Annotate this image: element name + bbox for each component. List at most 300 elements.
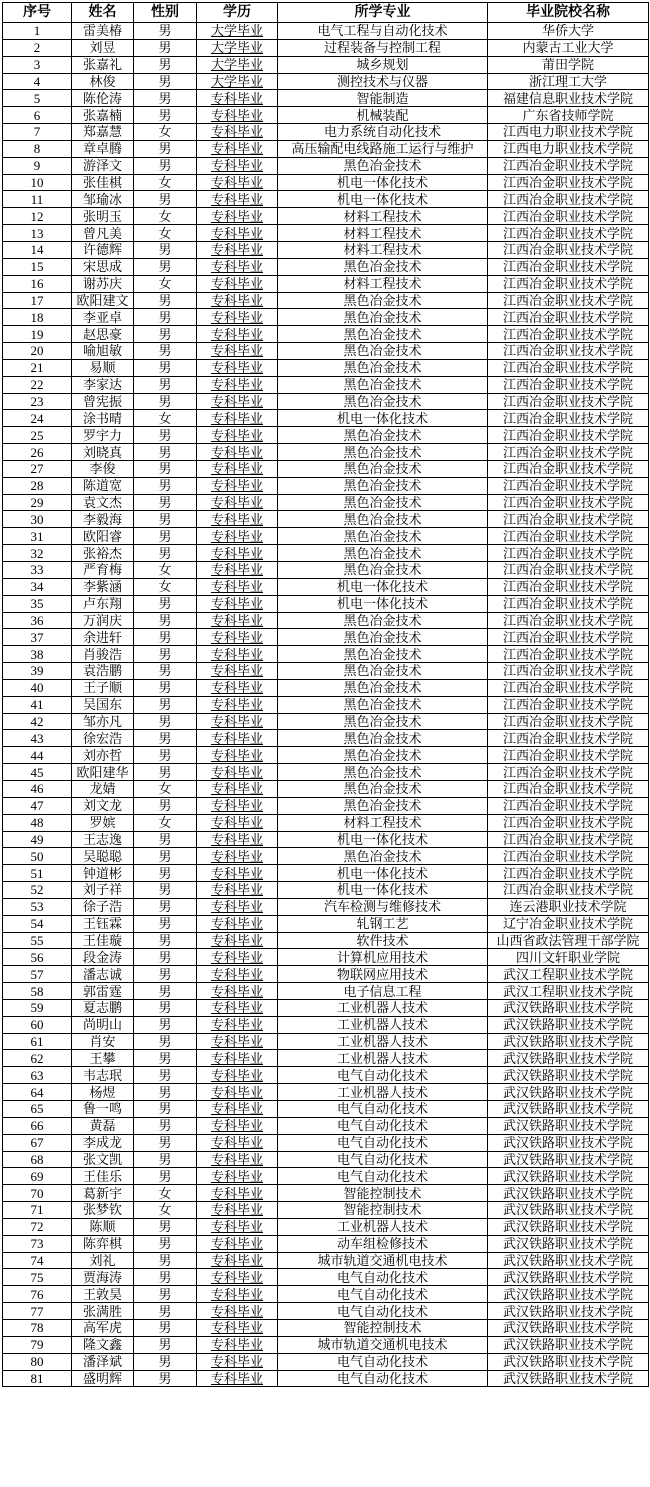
table-row xyxy=(3,107,649,124)
cell-index: 76 xyxy=(3,1286,72,1303)
cell-name: 赵思豪 xyxy=(72,326,134,343)
cell-major: 轧钢工艺 xyxy=(278,915,488,932)
cell-gender: 男 xyxy=(134,730,197,747)
cell-name: 郑嘉慧 xyxy=(72,124,134,141)
cell-education: 专科毕业 xyxy=(197,562,278,579)
cell-gender: 男 xyxy=(134,309,197,326)
cell-index: 80 xyxy=(3,1353,72,1370)
table-row xyxy=(3,1269,649,1286)
cell-gender: 女 xyxy=(134,780,197,797)
cell-school: 江西冶金职业技术学院 xyxy=(488,646,649,663)
cell-school: 武汉铁路职业技术学院 xyxy=(488,1033,649,1050)
table-row xyxy=(3,1336,649,1353)
cell-gender: 男 xyxy=(134,646,197,663)
cell-education: 专科毕业 xyxy=(197,1050,278,1067)
cell-name: 吴聪聪 xyxy=(72,848,134,865)
cell-index: 13 xyxy=(3,225,72,242)
cell-gender: 男 xyxy=(134,949,197,966)
cell-school: 江西冶金职业技术学院 xyxy=(488,343,649,360)
cell-index: 47 xyxy=(3,797,72,814)
table-row xyxy=(3,595,649,612)
cell-gender: 男 xyxy=(134,1050,197,1067)
cell-major: 机电一体化技术 xyxy=(278,882,488,899)
cell-major: 黑色冶金技术 xyxy=(278,444,488,461)
cell-school: 武汉铁路职业技术学院 xyxy=(488,1084,649,1101)
cell-education: 专科毕业 xyxy=(197,1151,278,1168)
cell-school: 武汉铁路职业技术学院 xyxy=(488,1235,649,1252)
cell-name: 韦志珉 xyxy=(72,1067,134,1084)
cell-education: 专科毕业 xyxy=(197,814,278,831)
table-row xyxy=(3,1370,649,1387)
cell-name: 张文凯 xyxy=(72,1151,134,1168)
cell-major: 黑色冶金技术 xyxy=(278,797,488,814)
cell-name: 易顺 xyxy=(72,359,134,376)
cell-index: 72 xyxy=(3,1218,72,1235)
cell-gender: 男 xyxy=(134,1084,197,1101)
cell-index: 69 xyxy=(3,1168,72,1185)
cell-education: 专科毕业 xyxy=(197,612,278,629)
cell-school: 武汉铁路职业技术学院 xyxy=(488,1353,649,1370)
cell-name: 夏志鹏 xyxy=(72,999,134,1016)
cell-gender: 女 xyxy=(134,174,197,191)
cell-index: 25 xyxy=(3,427,72,444)
cell-major: 电气自动化技术 xyxy=(278,1286,488,1303)
cell-school: 武汉铁路职业技术学院 xyxy=(488,1269,649,1286)
cell-gender: 男 xyxy=(134,848,197,865)
cell-education: 专科毕业 xyxy=(197,595,278,612)
table-row xyxy=(3,966,649,983)
cell-school: 浙江理工大学 xyxy=(488,73,649,90)
table-row xyxy=(3,612,649,629)
cell-school: 江西冶金职业技术学院 xyxy=(488,528,649,545)
table-row xyxy=(3,1033,649,1050)
cell-index: 71 xyxy=(3,1202,72,1219)
cell-school: 辽宁冶金职业技术学院 xyxy=(488,915,649,932)
cell-index: 6 xyxy=(3,107,72,124)
cell-major: 工业机器人技术 xyxy=(278,999,488,1016)
cell-index: 16 xyxy=(3,275,72,292)
cell-major: 材料工程技术 xyxy=(278,814,488,831)
cell-name: 张佳棋 xyxy=(72,174,134,191)
cell-gender: 男 xyxy=(134,460,197,477)
cell-name: 严育梅 xyxy=(72,562,134,579)
cell-major: 黑色冶金技术 xyxy=(278,376,488,393)
cell-gender: 女 xyxy=(134,1202,197,1219)
cell-name: 郭雷霆 xyxy=(72,983,134,1000)
table-row xyxy=(3,460,649,477)
cell-education: 专科毕业 xyxy=(197,1084,278,1101)
cell-education: 专科毕业 xyxy=(197,124,278,141)
cell-education: 专科毕业 xyxy=(197,1336,278,1353)
cell-school: 武汉铁路职业技术学院 xyxy=(488,1117,649,1134)
cell-education: 专科毕业 xyxy=(197,730,278,747)
cell-gender: 男 xyxy=(134,898,197,915)
cell-school: 连云港职业技术学院 xyxy=(488,898,649,915)
cell-school: 华侨大学 xyxy=(488,23,649,40)
cell-gender: 男 xyxy=(134,932,197,949)
cell-index: 40 xyxy=(3,679,72,696)
cell-major: 过程装备与控制工程 xyxy=(278,39,488,56)
cell-name: 李亚卓 xyxy=(72,309,134,326)
table-row xyxy=(3,562,649,579)
cell-name: 吴国东 xyxy=(72,696,134,713)
header-row xyxy=(3,3,649,23)
table-row xyxy=(3,157,649,174)
cell-education: 专科毕业 xyxy=(197,1303,278,1320)
cell-index: 38 xyxy=(3,646,72,663)
cell-school: 江西冶金职业技术学院 xyxy=(488,359,649,376)
table-row xyxy=(3,1050,649,1067)
cell-major: 机械装配 xyxy=(278,107,488,124)
cell-major: 黑色冶金技术 xyxy=(278,848,488,865)
table-row xyxy=(3,376,649,393)
cell-education: 专科毕业 xyxy=(197,764,278,781)
cell-gender: 男 xyxy=(134,831,197,848)
cell-gender: 男 xyxy=(134,1370,197,1387)
cell-education: 专科毕业 xyxy=(197,983,278,1000)
cell-name: 刘晓真 xyxy=(72,444,134,461)
table-row xyxy=(3,1134,649,1151)
cell-index: 19 xyxy=(3,326,72,343)
cell-name: 王佳璇 xyxy=(72,932,134,949)
table-row xyxy=(3,1101,649,1118)
table-row xyxy=(3,898,649,915)
cell-major: 黑色冶金技术 xyxy=(278,713,488,730)
table-row xyxy=(3,999,649,1016)
cell-major: 黑色冶金技术 xyxy=(278,663,488,680)
cell-gender: 男 xyxy=(134,292,197,309)
cell-education: 专科毕业 xyxy=(197,865,278,882)
cell-school: 广东省技师学院 xyxy=(488,107,649,124)
cell-index: 77 xyxy=(3,1303,72,1320)
cell-major: 黑色冶金技术 xyxy=(278,309,488,326)
cell-gender: 女 xyxy=(134,562,197,579)
cell-name: 李家达 xyxy=(72,376,134,393)
cell-education: 专科毕业 xyxy=(197,1252,278,1269)
table-row xyxy=(3,848,649,865)
cell-education: 专科毕业 xyxy=(197,107,278,124)
cell-gender: 男 xyxy=(134,696,197,713)
table-row xyxy=(3,663,649,680)
cell-major: 黑色冶金技术 xyxy=(278,460,488,477)
cell-school: 武汉铁路职业技术学院 xyxy=(488,1319,649,1336)
table-row xyxy=(3,90,649,107)
cell-gender: 男 xyxy=(134,494,197,511)
cell-name: 葛新宇 xyxy=(72,1185,134,1202)
cell-school: 四川文轩职业学院 xyxy=(488,949,649,966)
graduate-roster-table xyxy=(2,2,649,1387)
cell-major: 高压输配电线路施工运行与维护 xyxy=(278,140,488,157)
cell-school: 江西冶金职业技术学院 xyxy=(488,477,649,494)
cell-name: 宋思成 xyxy=(72,258,134,275)
cell-education: 专科毕业 xyxy=(197,326,278,343)
cell-gender: 男 xyxy=(134,1134,197,1151)
cell-name: 刘文龙 xyxy=(72,797,134,814)
table-row xyxy=(3,23,649,40)
cell-school: 江西冶金职业技术学院 xyxy=(488,191,649,208)
cell-education: 专科毕业 xyxy=(197,427,278,444)
cell-major: 工业机器人技术 xyxy=(278,1016,488,1033)
cell-index: 3 xyxy=(3,56,72,73)
cell-major: 电气工程与自动化技术 xyxy=(278,23,488,40)
cell-major: 软件技术 xyxy=(278,932,488,949)
table-row xyxy=(3,444,649,461)
cell-index: 64 xyxy=(3,1084,72,1101)
cell-major: 黑色冶金技术 xyxy=(278,764,488,781)
cell-name: 余进轩 xyxy=(72,629,134,646)
cell-index: 9 xyxy=(3,157,72,174)
cell-school: 江西冶金职业技术学院 xyxy=(488,679,649,696)
table-row xyxy=(3,814,649,831)
cell-name: 刘子祥 xyxy=(72,882,134,899)
cell-index: 10 xyxy=(3,174,72,191)
cell-index: 74 xyxy=(3,1252,72,1269)
cell-gender: 男 xyxy=(134,595,197,612)
cell-name: 肖骏浩 xyxy=(72,646,134,663)
cell-gender: 女 xyxy=(134,578,197,595)
cell-education: 专科毕业 xyxy=(197,477,278,494)
cell-school: 江西电力职业技术学院 xyxy=(488,124,649,141)
cell-education: 专科毕业 xyxy=(197,174,278,191)
cell-name: 张嘉楠 xyxy=(72,107,134,124)
cell-gender: 女 xyxy=(134,410,197,427)
cell-index: 58 xyxy=(3,983,72,1000)
table-row xyxy=(3,1218,649,1235)
cell-index: 55 xyxy=(3,932,72,949)
cell-school: 江西冶金职业技术学院 xyxy=(488,562,649,579)
cell-gender: 男 xyxy=(134,612,197,629)
cell-name: 袁浩鹏 xyxy=(72,663,134,680)
cell-index: 68 xyxy=(3,1151,72,1168)
table-row xyxy=(3,882,649,899)
table-row xyxy=(3,528,649,545)
cell-name: 雷美椿 xyxy=(72,23,134,40)
cell-index: 24 xyxy=(3,410,72,427)
cell-index: 75 xyxy=(3,1269,72,1286)
cell-school: 江西冶金职业技术学院 xyxy=(488,764,649,781)
cell-name: 陈道宽 xyxy=(72,477,134,494)
cell-index: 27 xyxy=(3,460,72,477)
cell-gender: 男 xyxy=(134,983,197,1000)
cell-school: 莆田学院 xyxy=(488,56,649,73)
cell-index: 60 xyxy=(3,1016,72,1033)
cell-gender: 女 xyxy=(134,814,197,831)
cell-major: 智能控制技术 xyxy=(278,1185,488,1202)
cell-gender: 男 xyxy=(134,90,197,107)
cell-gender: 男 xyxy=(134,140,197,157)
cell-school: 内蒙古工业大学 xyxy=(488,39,649,56)
table-row xyxy=(3,73,649,90)
cell-gender: 男 xyxy=(134,191,197,208)
table-row xyxy=(3,258,649,275)
cell-school: 江西冶金职业技术学院 xyxy=(488,797,649,814)
cell-index: 65 xyxy=(3,1101,72,1118)
cell-major: 智能制造 xyxy=(278,90,488,107)
cell-name: 肖安 xyxy=(72,1033,134,1050)
cell-major: 黑色冶金技术 xyxy=(278,612,488,629)
cell-major: 黑色冶金技术 xyxy=(278,528,488,545)
cell-school: 江西冶金职业技术学院 xyxy=(488,376,649,393)
cell-index: 21 xyxy=(3,359,72,376)
table-row xyxy=(3,915,649,932)
cell-major: 黑色冶金技术 xyxy=(278,292,488,309)
cell-school: 江西冶金职业技术学院 xyxy=(488,157,649,174)
cell-education: 专科毕业 xyxy=(197,275,278,292)
cell-education: 专科毕业 xyxy=(197,511,278,528)
cell-gender: 男 xyxy=(134,1235,197,1252)
cell-gender: 男 xyxy=(134,663,197,680)
cell-name: 尚明山 xyxy=(72,1016,134,1033)
cell-name: 张裕杰 xyxy=(72,545,134,562)
cell-education: 专科毕业 xyxy=(197,1067,278,1084)
table-row xyxy=(3,1353,649,1370)
cell-gender: 男 xyxy=(134,511,197,528)
cell-school: 江西冶金职业技术学院 xyxy=(488,511,649,528)
cell-school: 江西冶金职业技术学院 xyxy=(488,848,649,865)
cell-education: 专科毕业 xyxy=(197,1370,278,1387)
cell-name: 刘亦哲 xyxy=(72,747,134,764)
cell-school: 江西冶金职业技术学院 xyxy=(488,292,649,309)
cell-education: 专科毕业 xyxy=(197,696,278,713)
table-row xyxy=(3,326,649,343)
cell-school: 武汉铁路职业技术学院 xyxy=(488,1151,649,1168)
cell-school: 江西冶金职业技术学院 xyxy=(488,730,649,747)
cell-education: 专科毕业 xyxy=(197,241,278,258)
cell-school: 江西冶金职业技术学院 xyxy=(488,780,649,797)
cell-index: 56 xyxy=(3,949,72,966)
table-row xyxy=(3,1067,649,1084)
cell-school: 武汉铁路职业技术学院 xyxy=(488,1370,649,1387)
cell-gender: 男 xyxy=(134,1016,197,1033)
cell-school: 武汉铁路职业技术学院 xyxy=(488,1168,649,1185)
cell-gender: 男 xyxy=(134,56,197,73)
cell-education: 专科毕业 xyxy=(197,882,278,899)
cell-index: 29 xyxy=(3,494,72,511)
cell-name: 钟道彬 xyxy=(72,865,134,882)
cell-gender: 男 xyxy=(134,39,197,56)
cell-major: 工业机器人技术 xyxy=(278,1033,488,1050)
cell-index: 49 xyxy=(3,831,72,848)
cell-education: 专科毕业 xyxy=(197,376,278,393)
cell-education: 专科毕业 xyxy=(197,343,278,360)
cell-gender: 男 xyxy=(134,545,197,562)
cell-name: 王钰霖 xyxy=(72,915,134,932)
cell-school: 江西冶金职业技术学院 xyxy=(488,814,649,831)
table-row xyxy=(3,427,649,444)
cell-gender: 女 xyxy=(134,124,197,141)
cell-index: 57 xyxy=(3,966,72,983)
cell-major: 黑色冶金技术 xyxy=(278,629,488,646)
cell-major: 黑色冶金技术 xyxy=(278,696,488,713)
table-row xyxy=(3,646,649,663)
cell-education: 专科毕业 xyxy=(197,1353,278,1370)
table-row xyxy=(3,410,649,427)
cell-gender: 男 xyxy=(134,1319,197,1336)
cell-gender: 男 xyxy=(134,157,197,174)
cell-school: 江西冶金职业技术学院 xyxy=(488,595,649,612)
cell-school: 武汉铁路职业技术学院 xyxy=(488,1218,649,1235)
cell-education: 专科毕业 xyxy=(197,309,278,326)
cell-gender: 男 xyxy=(134,797,197,814)
table-row xyxy=(3,174,649,191)
cell-index: 52 xyxy=(3,882,72,899)
table-row xyxy=(3,932,649,949)
cell-index: 15 xyxy=(3,258,72,275)
table-row xyxy=(3,292,649,309)
cell-school: 福建信息职业技术学院 xyxy=(488,90,649,107)
cell-index: 7 xyxy=(3,124,72,141)
cell-major: 机电一体化技术 xyxy=(278,865,488,882)
cell-gender: 男 xyxy=(134,258,197,275)
cell-education: 专科毕业 xyxy=(197,713,278,730)
cell-name: 刘昱 xyxy=(72,39,134,56)
cell-school: 江西冶金职业技术学院 xyxy=(488,275,649,292)
cell-school: 武汉铁路职业技术学院 xyxy=(488,1101,649,1118)
cell-education: 专科毕业 xyxy=(197,1202,278,1219)
cell-major: 材料工程技术 xyxy=(278,208,488,225)
cell-index: 12 xyxy=(3,208,72,225)
cell-major: 工业机器人技术 xyxy=(278,1050,488,1067)
cell-education: 专科毕业 xyxy=(197,966,278,983)
cell-education: 专科毕业 xyxy=(197,999,278,1016)
table-row xyxy=(3,1151,649,1168)
table-row xyxy=(3,56,649,73)
cell-index: 50 xyxy=(3,848,72,865)
cell-major: 汽车检测与维修技术 xyxy=(278,898,488,915)
cell-school: 江西冶金职业技术学院 xyxy=(488,612,649,629)
cell-index: 26 xyxy=(3,444,72,461)
cell-major: 黑色冶金技术 xyxy=(278,747,488,764)
cell-major: 动车组检修技术 xyxy=(278,1235,488,1252)
cell-gender: 男 xyxy=(134,1033,197,1050)
cell-name: 张嘉礼 xyxy=(72,56,134,73)
cell-major: 黑色冶金技术 xyxy=(278,427,488,444)
table-row xyxy=(3,511,649,528)
cell-major: 黑色冶金技术 xyxy=(278,359,488,376)
cell-education: 专科毕业 xyxy=(197,629,278,646)
table-row xyxy=(3,629,649,646)
cell-education: 专科毕业 xyxy=(197,90,278,107)
cell-name: 曾凡美 xyxy=(72,225,134,242)
table-row xyxy=(3,545,649,562)
table-row xyxy=(3,393,649,410)
cell-education: 专科毕业 xyxy=(197,679,278,696)
cell-education: 专科毕业 xyxy=(197,258,278,275)
cell-name: 贾海涛 xyxy=(72,1269,134,1286)
cell-index: 43 xyxy=(3,730,72,747)
cell-name: 黄磊 xyxy=(72,1117,134,1134)
cell-education: 专科毕业 xyxy=(197,1168,278,1185)
cell-major: 黑色冶金技术 xyxy=(278,545,488,562)
cell-index: 59 xyxy=(3,999,72,1016)
cell-education: 专科毕业 xyxy=(197,140,278,157)
cell-school: 武汉工程职业技术学院 xyxy=(488,966,649,983)
cell-index: 33 xyxy=(3,562,72,579)
cell-gender: 男 xyxy=(134,1252,197,1269)
header-name: 姓名 xyxy=(72,3,134,23)
cell-education: 大学毕业 xyxy=(197,56,278,73)
cell-education: 专科毕业 xyxy=(197,1101,278,1118)
cell-gender: 男 xyxy=(134,393,197,410)
cell-education: 专科毕业 xyxy=(197,444,278,461)
table-body xyxy=(3,23,649,1387)
cell-name: 李成龙 xyxy=(72,1134,134,1151)
cell-gender: 男 xyxy=(134,107,197,124)
table-row xyxy=(3,39,649,56)
cell-index: 14 xyxy=(3,241,72,258)
cell-major: 智能控制技术 xyxy=(278,1202,488,1219)
cell-name: 邹瑜冰 xyxy=(72,191,134,208)
